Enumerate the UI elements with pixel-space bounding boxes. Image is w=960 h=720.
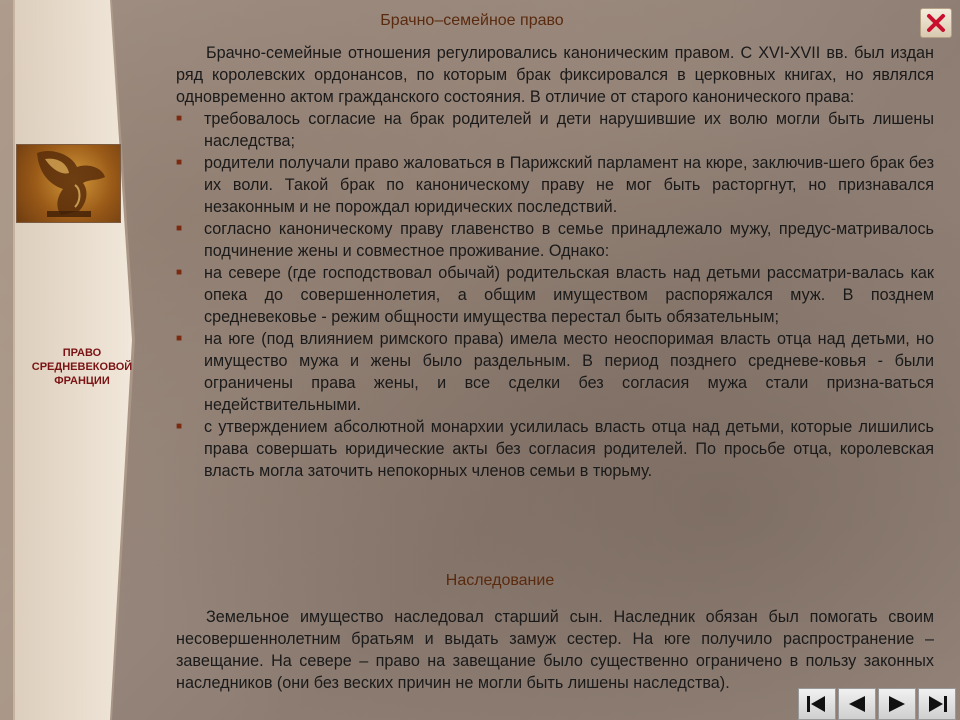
last-icon xyxy=(925,694,949,714)
list-item xyxy=(176,416,934,482)
list-item xyxy=(176,262,934,328)
list-item-text: с утверждением абсолютной монархии усилилась власть отца над детьми, которые лишились права совершать юридические акты без согласия родителей. По просьбе отца, королевская власть могла заточить непокорных членов семьи в тюрьму. xyxy=(204,418,934,480)
bullet-icon: ■ xyxy=(176,333,183,344)
list-item-text: родители получали право жаловаться в Парижский парламент на кюре, заключив-шего брак без их воли. Такой брак по каноническому праву не мог быть расторгнут, но признавался незаконным и не порождал юридических последствий. xyxy=(204,154,934,216)
sidebar-title-line: ФРАНЦИИ xyxy=(54,375,110,387)
list-item xyxy=(176,108,934,152)
last-slide-button[interactable] xyxy=(918,688,956,720)
list-item xyxy=(176,328,934,416)
bullet-icon: ■ xyxy=(176,223,183,234)
list-item-text: на севере (где господствовал обычай) родительская власть над детьми рассматри-валась как опека до совершеннолетия, а общим имуществом распоряжался муж. В позднем средневековье - режим общности имущества перестал быть обязательным; xyxy=(204,264,934,326)
intro-paragraph: Брачно-семейные отношения регулировались каноническим правом. С XVI-XVII вв. был издан ряд королевских ордонансов, по которым брак фиксировался в церковных книгах, но являлся одновременно актом гражданского состояния. В отличие от старого канонического права: xyxy=(176,44,934,106)
sidebar-title-line: ПРАВО xyxy=(62,347,102,359)
bullet-list xyxy=(176,108,934,482)
list-item xyxy=(176,152,934,218)
list-item-text: требовалось согласие на брак родителей и дети нарушившие их волю могли быть лишены наследства; xyxy=(204,110,934,150)
first-icon xyxy=(805,694,829,714)
close-icon xyxy=(926,13,946,33)
bullet-icon: ■ xyxy=(176,421,183,432)
page-title: Брачно–семейное право xyxy=(380,12,564,29)
sidebar xyxy=(0,0,152,720)
sidebar-title xyxy=(20,346,144,388)
inheritance-content xyxy=(176,606,934,694)
main-content xyxy=(176,42,934,482)
bullet-icon: ■ xyxy=(176,267,183,278)
bullet-icon: ■ xyxy=(176,113,183,124)
prev-slide-button[interactable] xyxy=(838,688,876,720)
sidebar-title-line: СРЕДНЕВЕКОВОЙ xyxy=(31,361,133,373)
list-item xyxy=(176,218,934,262)
sculpture-image xyxy=(16,144,121,223)
next-icon xyxy=(885,694,909,714)
section-title: Наследование xyxy=(445,572,555,589)
list-item-text: на юге (под влиянием римского права) имела место неоспоримая власть отца над детьми, но имущество мужа и жены было раздельным. В период позднего средневе-ковья - были ограничены права жены, и все сделки без согласия мужа стали призна-ваться недействительными. xyxy=(204,330,934,414)
bullet-icon: ■ xyxy=(176,157,183,168)
first-slide-button[interactable] xyxy=(798,688,836,720)
next-slide-button[interactable] xyxy=(878,688,916,720)
close-button[interactable] xyxy=(920,8,952,38)
list-item-text: согласно каноническому праву главенство в семье принадлежало мужу, предус-матривалось подчинение жены и совместное проживание. Однако: xyxy=(204,220,934,260)
navigation-bar xyxy=(798,688,960,720)
prev-icon xyxy=(845,694,869,714)
inheritance-paragraph: Земельное имущество наследовал старший сын. Наследник обязан был помогать своим несовершеннолетним братьям и выдать замуж сестер. На юге получило распространение – завещание. На севере – право на завещание было существенно ограничено в пользу законных наследников (они без веских причин не могли быть лишены наследства). xyxy=(176,608,934,692)
